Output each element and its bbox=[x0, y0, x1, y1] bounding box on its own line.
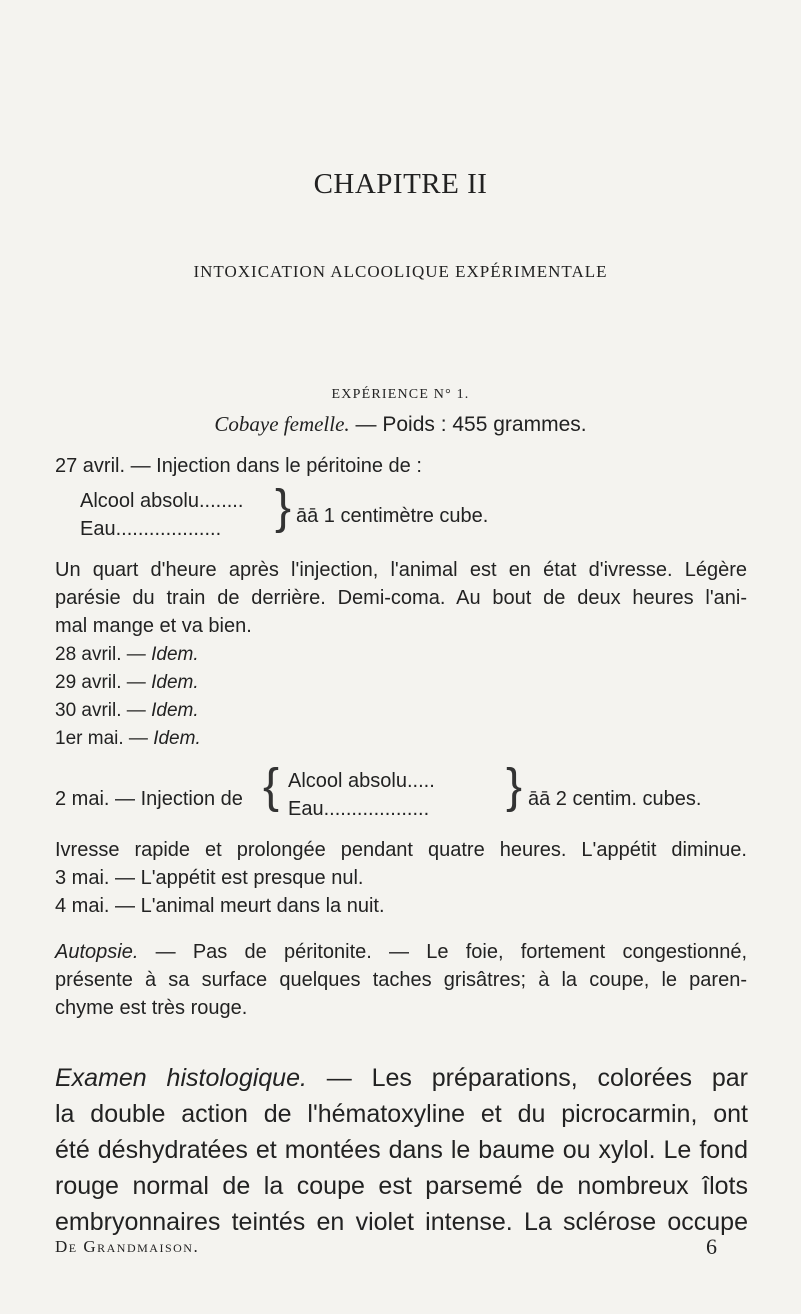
subject-label: Cobaye femelle. bbox=[214, 412, 350, 436]
day1-brace: } bbox=[275, 481, 292, 534]
para1-line: Un quart d'heure après l'injection, l'animal est en état d'ivresse. Légère bbox=[55, 559, 747, 581]
page-number: 6 bbox=[706, 1234, 717, 1259]
para1-line: parésie du train de derrière. Demi-coma. Au bout de deux heures l'ani- bbox=[55, 587, 747, 609]
examen-line: embryonnaires teintés en violet intense. La sclérose occupe bbox=[55, 1208, 748, 1236]
followup-row bbox=[55, 700, 199, 722]
observation-paragraph-2 bbox=[55, 836, 747, 920]
chapter-title: CHAPITRE II bbox=[313, 168, 488, 200]
followup-date: 28 avril. bbox=[55, 644, 122, 665]
followup-date: 1er mai. bbox=[55, 728, 124, 749]
day2-intro: 2 mai. — Injection de bbox=[55, 788, 243, 810]
chapter-subtitle: INTOXICATION ALCOOLIQUE EXPÉRIMENTALE bbox=[193, 262, 608, 281]
examen-line: été déshydratées et montées dans le baume ou xylol. Le fond bbox=[55, 1136, 748, 1164]
examen-line: rouge normal de la coupe est parsemé de nombreux îlots bbox=[55, 1172, 748, 1200]
day1-dose: āā 1 centimètre cube. bbox=[296, 505, 489, 527]
followup-dash: — bbox=[121, 700, 152, 721]
para2-line: Ivresse rapide et prolongée pendant quatre heures. L'appétit diminue. bbox=[55, 839, 747, 861]
autopsy-label: Autopsie. bbox=[55, 941, 139, 963]
subject-weight: — Poids : 455 grammes. bbox=[349, 413, 587, 436]
experience-heading: EXPÉRIENCE N° 1. bbox=[331, 387, 470, 402]
para1-line: mal mange et va bien. bbox=[55, 615, 252, 637]
followup-note: Idem. bbox=[151, 644, 199, 665]
followup-date: 30 avril. bbox=[55, 700, 122, 721]
para2-line: 3 mai. — L'appétit est presque nul. bbox=[55, 867, 364, 889]
autopsy-paragraph bbox=[55, 938, 747, 1022]
examen-line: la double action de l'hématoxyline et du picrocarmin, ont bbox=[55, 1100, 748, 1128]
subject-line bbox=[0, 412, 801, 437]
followup-note: Idem. bbox=[153, 728, 201, 749]
day1-intro: 27 avril. — Injection dans le péritoine de : bbox=[55, 455, 422, 477]
followup-note: Idem. bbox=[151, 672, 199, 693]
day2-right-brace: } bbox=[506, 760, 523, 813]
para2-line: 4 mai. — L'animal meurt dans la nuit. bbox=[55, 895, 385, 917]
examen-paragraph bbox=[55, 1060, 748, 1240]
footer-author: De Grandmaison. bbox=[55, 1237, 200, 1256]
observation-paragraph-1 bbox=[55, 556, 747, 640]
followup-dash: — bbox=[121, 644, 152, 665]
day2-ingredient-2: Eau................... bbox=[288, 798, 430, 820]
day2-ingredient-1: Alcool absolu..... bbox=[288, 770, 435, 792]
examen-label: Examen histologique. bbox=[55, 1064, 307, 1092]
autopsy-text: — Pas de péritonite. — Le foie, fortement congestionné, bbox=[138, 941, 747, 963]
followup-dash: — bbox=[123, 728, 154, 749]
day2-dose: āā 2 centim. cubes. bbox=[528, 788, 702, 810]
autopsy-line-1 bbox=[55, 938, 747, 966]
autopsy-line: présente à sa surface quelques taches grisâtres; à la coupe, le paren- bbox=[55, 969, 747, 991]
day2-left-brace: { bbox=[263, 760, 280, 813]
autopsy-line: chyme est très rouge. bbox=[55, 997, 248, 1019]
followup-dash: — bbox=[121, 672, 152, 693]
examen-text: — Les préparations, colorées par bbox=[306, 1064, 748, 1092]
day1-ingredient-1: Alcool absolu........ bbox=[80, 490, 244, 512]
followup-date: 29 avril. bbox=[55, 672, 122, 693]
examen-line-1 bbox=[55, 1060, 748, 1096]
followup-row bbox=[55, 672, 199, 694]
followup-row bbox=[55, 644, 199, 666]
day1-ingredient-2: Eau................... bbox=[80, 518, 222, 540]
followup-row bbox=[55, 728, 201, 750]
followup-note: Idem. bbox=[151, 700, 199, 721]
